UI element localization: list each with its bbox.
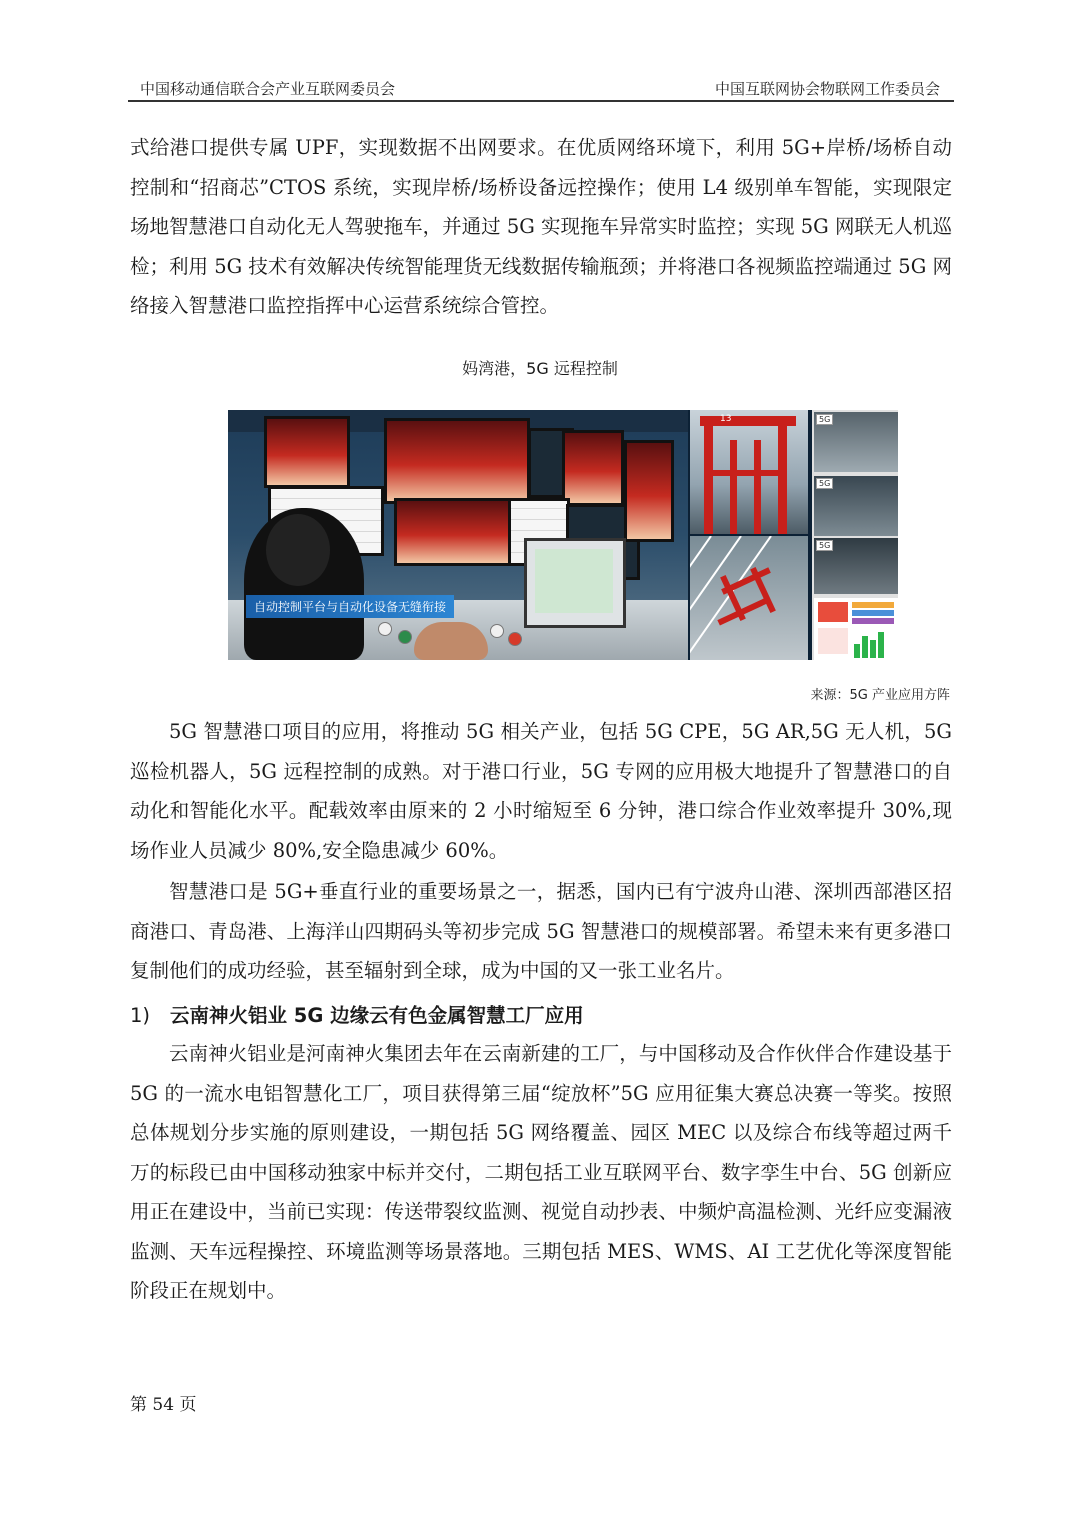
dashboard-thumbnail <box>812 596 898 660</box>
control-desk-thumbnail: 5G <box>812 536 898 596</box>
page-header <box>128 76 954 102</box>
office-thumbnail: 5G <box>812 410 898 474</box>
section-heading <box>130 1000 584 1028</box>
paragraph-shenhuo-factory: 云南神火铝业是河南神火集团去年在云南新建的工厂，与中国移动及合作伙伴合作建设基于 5G 的一流水电铝智慧化工厂，项目获得第三届“绽放杯”5G 应用征集大赛总决赛一等奖。按照总体规划分步实施的原则建设，一期包括 5G 网络覆盖、园区 MEC 以及综合布线等超过两千万的标段已由中国移动独家中标并交付，二期包括工业互联网平台、数字孪生中台、5G 创新应用正在建设中，当前已实现：传送带裂纹监测、视觉自动抄表、中频炉高温检测、光纤应变漏液监测、天车远程操控、环境监测等场景落地。三期包括 MES、WMS、AI 工艺优化等深度智能阶段正在规划中。 <box>130 1042 952 1302</box>
section-title: 云南神火铝业 5G 边缘云有色金属智慧工厂应用 <box>170 1004 584 1027</box>
paragraph-smart-port-scenario: 智慧港口是 5G+垂直行业的重要场景之一，据悉，国内已有宁波舟山港、深圳西部港区招商港口、青岛港、上海洋山四期码头等初步完成 5G 智慧港口的规模部署。希望未来有更多港口复制他们的成功经验，甚至辐射到全球，成为中国的又一张工业名片。 <box>130 880 952 982</box>
page-number: 第 54 页 <box>130 1395 197 1415</box>
header-left-org: 中国移动通信联合会产业互联网委员会 <box>140 80 396 98</box>
paragraph-5g-benefits: 5G 智慧港口项目的应用，将推动 5G 相关产业，包括 5G CPE，5G AR,5G 无人机，5G 巡检机器人，5G 远程控制的成熟。对于港口行业，5G 专网的应用极大地提升了智慧港口的自动化和智能化水平。配载效率由原来的 2 小时缩短至 6 分钟，港口综合作业效率提升 30%,现场作业人员减少 80%,安全隐患减少 60%。 <box>130 720 952 862</box>
operator-thumbnail: 5G <box>812 474 898 538</box>
crane-number: 13 <box>720 414 732 424</box>
port-remote-control-photo <box>228 410 898 660</box>
paragraph-port-network: 式给港口提供专属 UPF，实现数据不出网要求。在优质网络环境下，利用 5G+岸桥/场桥自动控制和“招商芯”CTOS 系统，实现岸桥/场桥设备远控操作；使用 L4 级别单车智能，实现限定场地智慧港口自动化无人驾驶拖车，并通过 5G 实现拖车异常实时监控；实现 5G 网联无人机巡检；利用 5G 技术有效解决传统智能理货无线数据传输瓶颈；并将港口各视频监控端通过 5G 网络接入智慧港口监控指挥中心运营系统综合管控。 <box>130 136 952 317</box>
control-platform-banner: 自动控制平台与自动化设备无缝衔接 <box>246 595 454 618</box>
operator-console <box>524 538 626 628</box>
crane-photo <box>690 410 808 534</box>
control-room-scene <box>228 410 688 660</box>
header-right-org: 中国互联网协会物联网工作委员会 <box>714 80 940 98</box>
section-number: 1) <box>130 1004 151 1027</box>
figure-caption: 妈湾港，5G 远程控制 <box>462 359 618 378</box>
figure-source: 来源：5G 产业应用方阵 <box>810 688 950 703</box>
yard-aerial-photo <box>690 536 808 660</box>
